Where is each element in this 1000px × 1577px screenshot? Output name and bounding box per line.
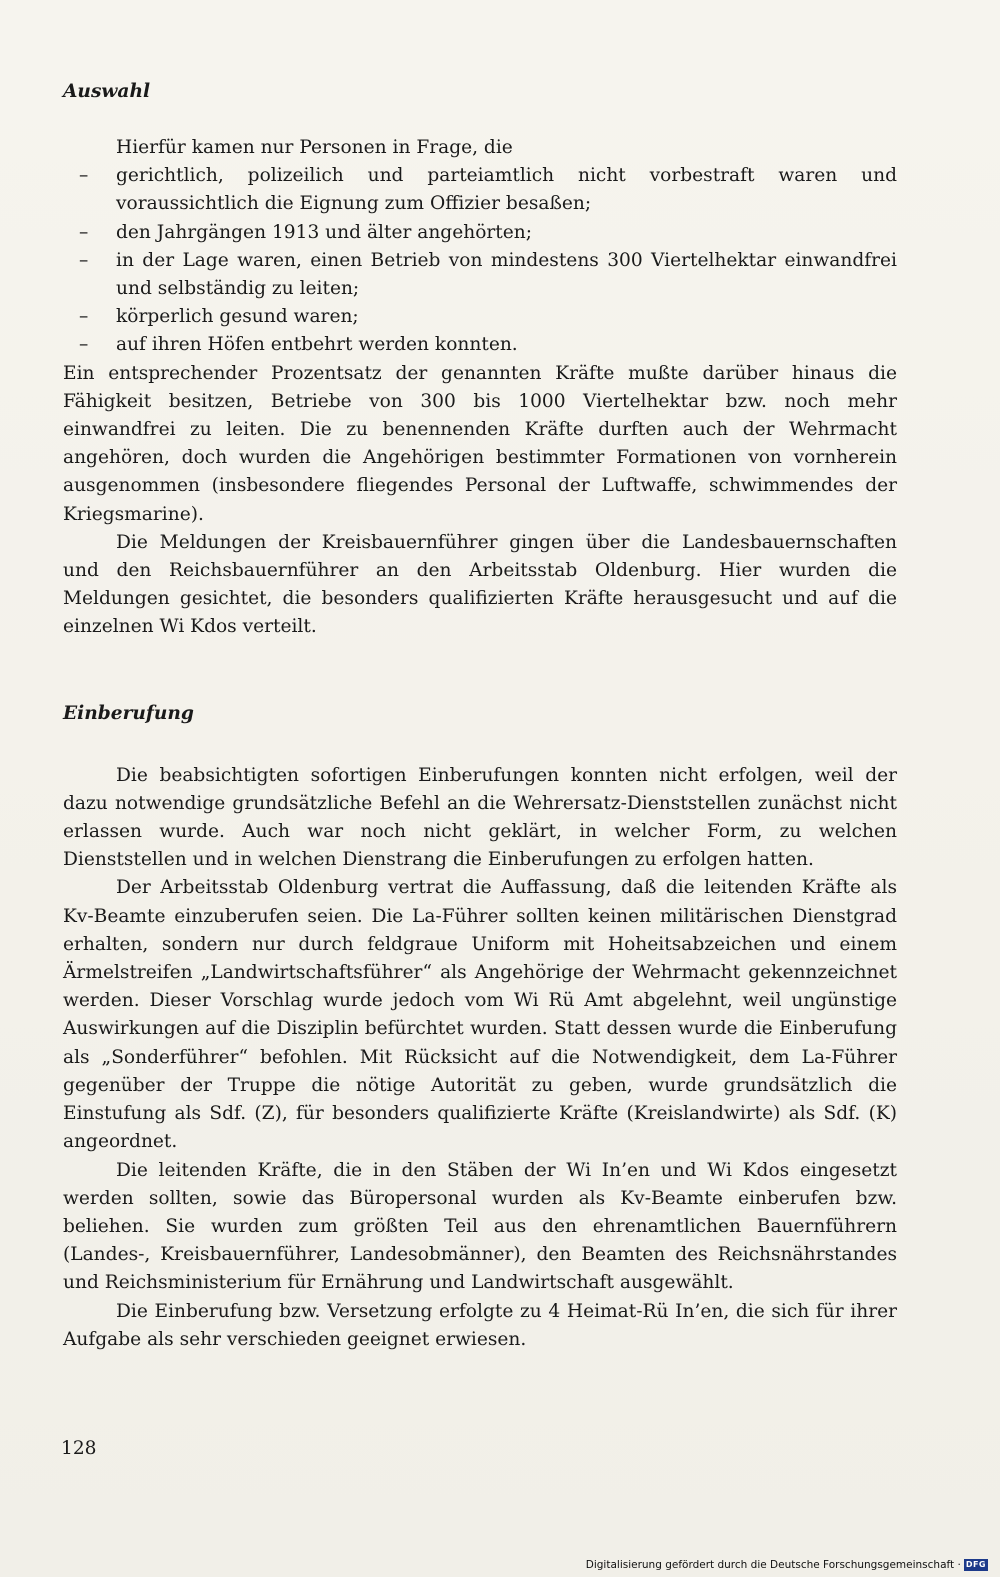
page-number: 128 bbox=[61, 1438, 97, 1459]
dash-marker: – bbox=[79, 165, 89, 187]
dash-marker: – bbox=[79, 306, 89, 328]
section-heading-auswahl: Auswahl bbox=[63, 81, 151, 102]
list-item: – in der Lage waren, einen Betrieb von mindestens 300 Viertelhektar einwandfrei und selbständig zu leiten; bbox=[63, 247, 897, 303]
list-item: – gerichtlich, polizeilich und parteiamtlich nicht vorbestraft waren und voraussichtlich die Eignung zum Offizier besaßen; bbox=[63, 162, 897, 218]
digitization-footer bbox=[586, 1559, 988, 1571]
body-paragraph: Die leitenden Kräfte, die in den Stäben der Wi In’en und Wi Kdos eingesetzt werden sollten, sowie das Büropersonal wurden als Kv-Beamte einberufen bzw. beliehen. Sie wurden zum größten Teil aus den ehrenamtlichen Bauernführern (Landes-, Kreisbauernführer, Landesobmänner), den Beamten des Reichsnährstandes und Reichsministerium für Ernährung und Landwirtschaft ausgewählt. bbox=[63, 1159, 897, 1294]
body-paragraph: Der Arbeitsstab Oldenburg vertrat die Auffassung, daß die leitenden Kräfte als Kv-Beamte einzuberufen seien. Die La-Führer sollten keinen militärischen Dienstgrad erhalten, sondern nur durch feldgraue Uniform mit Hoheitsabzeichen und einem Ärmelstreifen „Landwirtschaftsführer“ als Angehörige der Wehrmacht gekennzeichnet werden. Dieser Vorschlag wurde jedoch vom Wi Rü Amt abgelehnt, weil ungünstige Auswirkungen auf die Disziplin befürchtet wurden. Statt dessen wurde die Einberufung als „Sonderführer“ befohlen. Mit Rücksicht auf die Notwendigkeit, dem La-Führer gegenüber der Truppe die nötige Autorität zu geben, wurde grundsätzlich die Einstufung als Sdf. (Z), für besonders qualifizierte Kräfte (Kreislandwirte) als Sdf. (K) angeordnet. bbox=[63, 877, 897, 1153]
section-heading-einberufung: Einberufung bbox=[63, 702, 194, 724]
list-item: – den Jahrgängen 1913 und älter angehörten; bbox=[63, 219, 897, 247]
dfg-logo: DFG bbox=[965, 1560, 986, 1569]
dash-marker: – bbox=[79, 334, 89, 356]
body-paragraph: Die Meldungen der Kreisbauernführer gingen über die Landesbauernschaften und den Reichsbauernführer an den Arbeitsstab Oldenburg. Hier wurden die Meldungen gesichtet, die besonders qualifizierten Kräfte herausgesucht und auf die einzelnen Wi Kdos verteilt. bbox=[63, 531, 897, 638]
list-item: – körperlich gesund waren; bbox=[63, 303, 897, 331]
footer-text: Digitalisierung gefördert durch die Deutsche Forschungsgemeinschaft · bbox=[585, 1559, 961, 1571]
criteria-list bbox=[63, 162, 897, 359]
dash-marker: – bbox=[79, 221, 89, 243]
page-content bbox=[63, 78, 897, 1354]
dash-marker: – bbox=[79, 249, 89, 271]
intro-paragraph: Hierfür kamen nur Personen in Frage, die bbox=[116, 137, 513, 158]
list-item: – auf ihren Höfen entbehrt werden konnten. bbox=[63, 331, 897, 359]
body-paragraph: Ein entsprechender Prozentsatz der genannten Kräfte mußte darüber hinaus die Fähigkeit besitzen, Betriebe von 300 bis 1000 Viertelhektar bzw. noch mehr einwandfrei zu leiten. Die zu benennenden Kräfte durften auch der Wehrmacht angehören, doch wurden die Angehörigen bestimmter Formationen von vornherein ausgenommen (insbesondere fliegendes Personal der Luftwaffe, schwimmendes der Kriegsmarine). bbox=[63, 362, 897, 525]
body-paragraph: Die Einberufung bzw. Versetzung erfolgte zu 4 Heimat-Rü In’en, die sich für ihrer Aufgabe als sehr verschieden geeignet erwiesen. bbox=[63, 1300, 897, 1350]
body-paragraph: Die beabsichtigten sofortigen Einberufungen konnten nicht erfolgen, weil der dazu notwendige grundsätzliche Befehl an die Wehrersatz-Dienststellen zunächst nicht erlassen wurde. Auch war noch nicht geklärt, in welcher Form, zu welchen Dienststellen und in welchen Dienstrang die Einberufungen zu erfolgen hatten. bbox=[63, 764, 897, 871]
